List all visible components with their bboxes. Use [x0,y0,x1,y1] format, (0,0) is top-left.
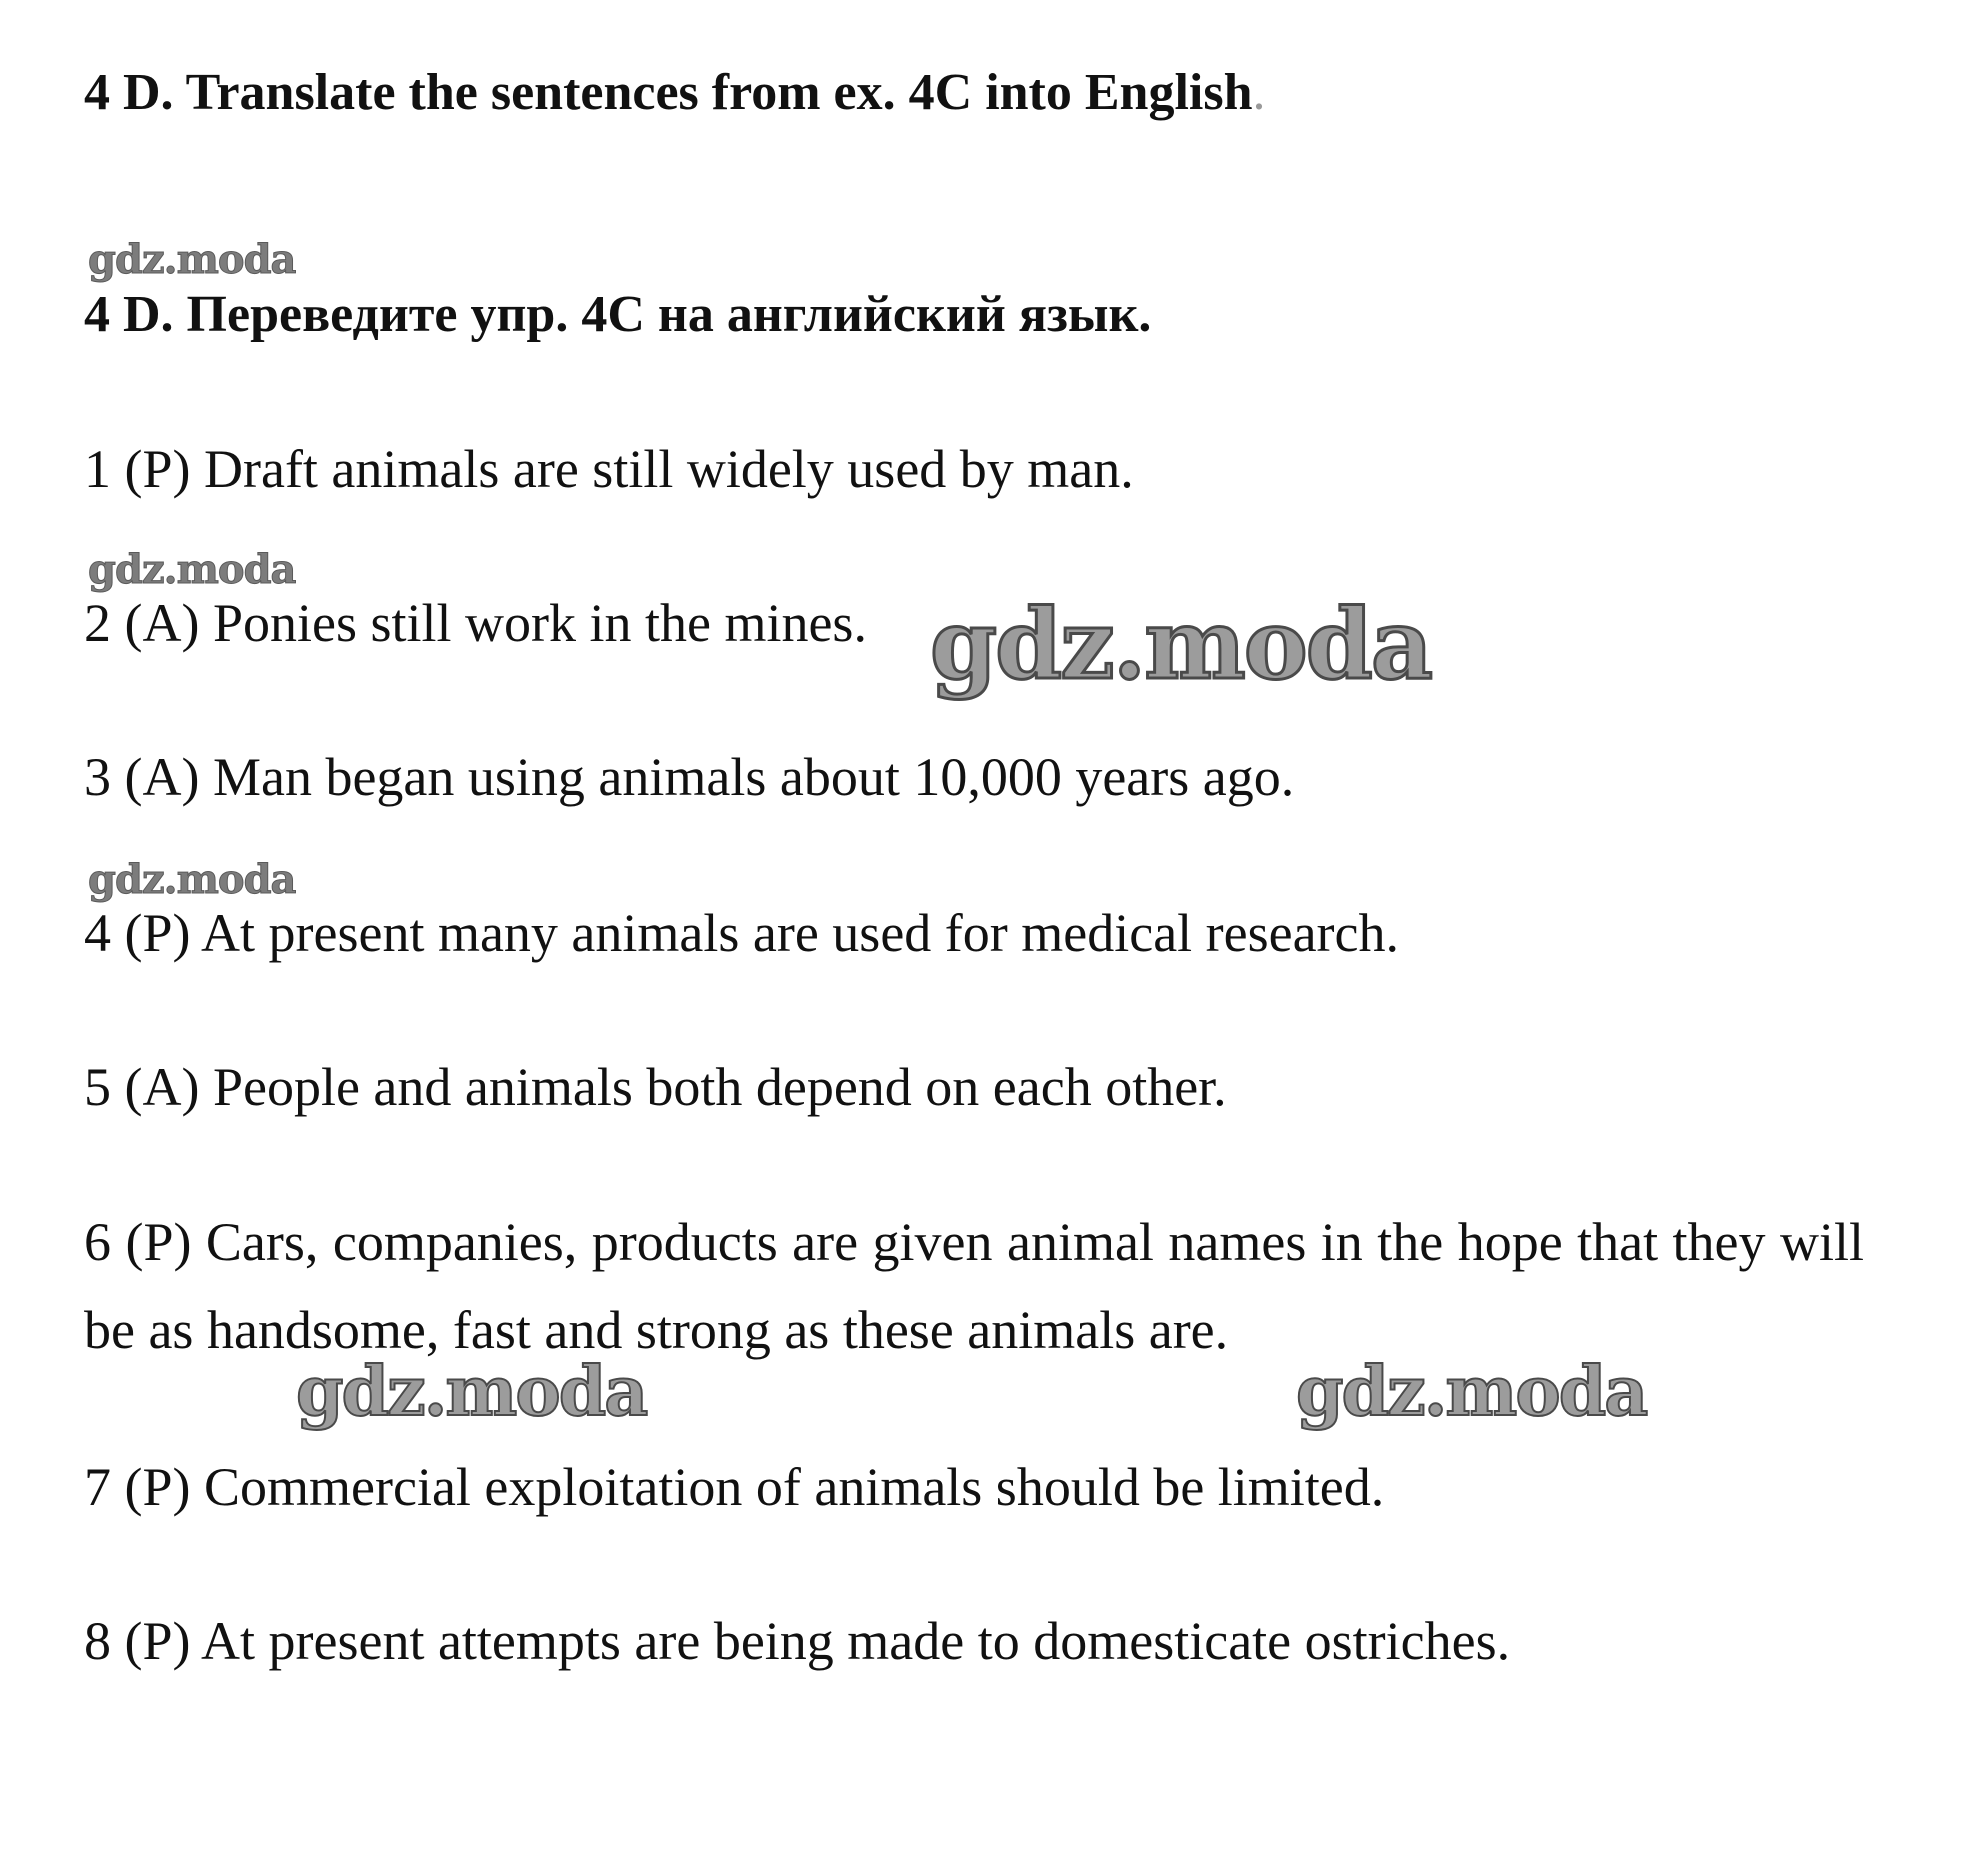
sentence-2: 2 (A) Ponies still work in the mines. [84,593,867,653]
exercise-heading-ru: 4 D. Переведите упр. 4C на английский язык. [84,286,1152,343]
watermark: gdz.moda [296,1352,647,1432]
sentence-1: 1 (P) Draft animals are still widely used by man. [84,439,1134,499]
heading-period: . [1252,64,1266,121]
sentence-7: 7 (P) Commercial exploitation of animals should be limited. [84,1457,1385,1517]
exercise-heading-en [84,64,1266,121]
sentence-8: 8 (P) At present attempts are being made to domesticate ostriches. [84,1611,1511,1671]
watermark: gdz.moda [1296,1352,1647,1432]
watermark: gdz.moda [88,546,296,593]
sentence-3: 3 (A) Man began using animals about 10,000 years ago. [84,747,1295,807]
sentence-5: 5 (A) People and animals both depend on each other. [84,1057,1227,1117]
heading-text: 4 D. Translate the sentences from ex. 4C into English [84,64,1253,121]
watermark: gdz.moda [88,236,296,283]
watermark: gdz.moda [88,856,296,903]
sentence-4: 4 (P) At present many animals are used for medical research. [84,903,1400,963]
watermark: gdz.moda [930,588,1432,701]
sentence-6: 6 (P) Cars, companies, products are given animal names in the hope that they will be as handsome, fast and strong as these animals are. [84,1212,1864,1360]
